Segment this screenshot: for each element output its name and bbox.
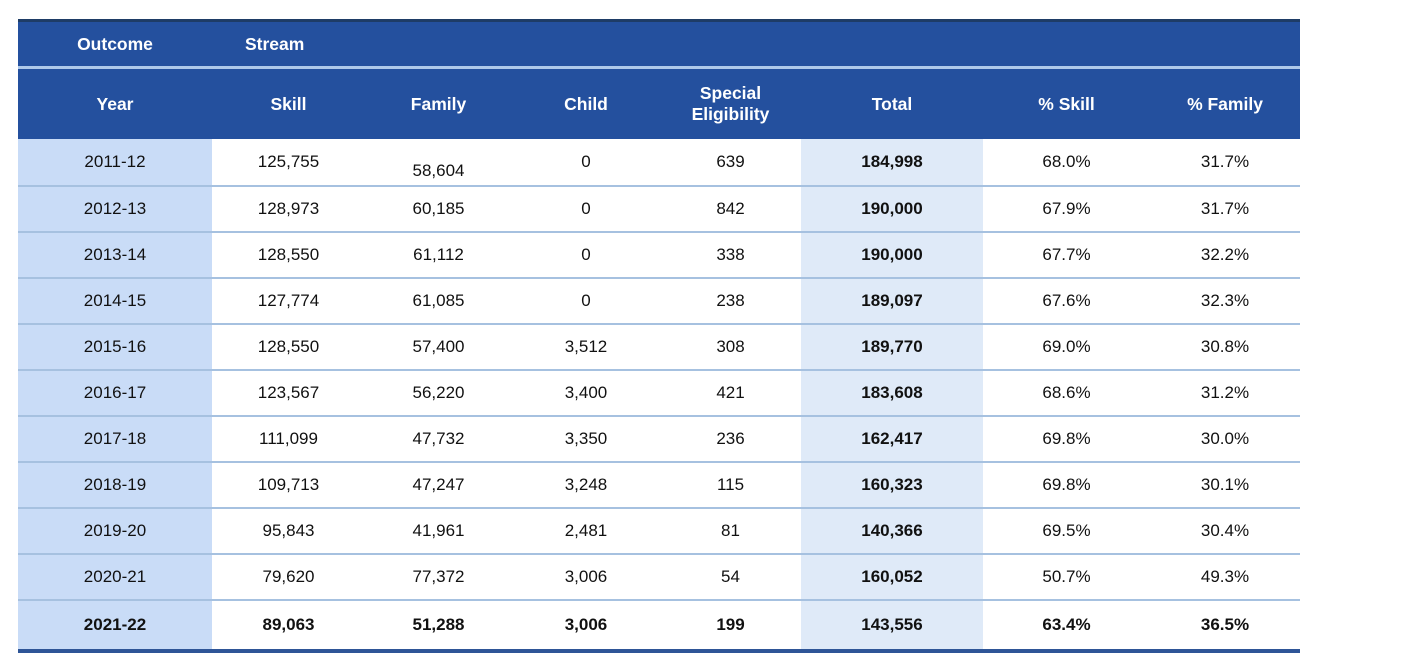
year-cell: 2011-12	[18, 139, 212, 185]
skill-cell: 111,099	[259, 429, 318, 448]
pct-family-cell: 30.4%	[1200, 521, 1250, 540]
table-row	[18, 507, 1300, 553]
skill-cell: 109,713	[257, 475, 320, 494]
total-cell: 190,000	[801, 233, 983, 277]
pct-family-cell: 31.7%	[1200, 152, 1250, 171]
pct-skill-cell: 67.7%	[1042, 245, 1091, 264]
special-cell: 81	[721, 521, 740, 540]
pct-family-cell: 30.0%	[1200, 429, 1250, 448]
pct-family-cell: 30.8%	[1200, 337, 1250, 356]
pct-skill-cell: 69.8%	[1042, 475, 1091, 494]
skill-cell: 128,550	[257, 245, 320, 264]
total-cell: 190,000	[801, 187, 983, 231]
year-cell: 2020-21	[18, 555, 212, 599]
total-cell: 160,052	[801, 555, 983, 599]
outcome-stream-table	[18, 19, 1300, 653]
skill-cell: 128,973	[257, 199, 320, 218]
special-cell: 54	[721, 567, 740, 586]
total-cell: 160,323	[801, 463, 983, 507]
year-cell: 2012-13	[18, 187, 212, 231]
total-cell: 140,366	[801, 509, 983, 553]
table-row	[18, 369, 1300, 415]
col-header-child: Child	[564, 93, 608, 114]
table-row	[18, 185, 1300, 231]
table-row	[18, 415, 1300, 461]
col-header-total: Total	[871, 93, 913, 114]
child-cell: 3,400	[564, 383, 608, 402]
child-cell: 0	[581, 199, 591, 218]
column-header-row	[18, 69, 1300, 139]
year-cell: 2021-22	[18, 601, 212, 649]
skill-cell: 125,755	[257, 152, 320, 171]
pct-skill-cell: 69.8%	[1042, 429, 1091, 448]
col-header-family: Family	[410, 93, 467, 114]
pct-family-cell: 49.3%	[1200, 567, 1250, 586]
total-cell: 143,556	[801, 601, 983, 649]
special-cell: 421	[716, 383, 745, 402]
pct-skill-cell: 69.5%	[1042, 521, 1091, 540]
table-row	[18, 139, 1300, 185]
skill-cell: 123,567	[257, 383, 320, 402]
skill-cell: 128,550	[257, 337, 320, 356]
special-cell: 115	[716, 475, 745, 494]
year-cell: 2018-19	[18, 463, 212, 507]
pct-family-cell: 31.7%	[1200, 199, 1250, 218]
child-cell: 0	[581, 152, 591, 171]
total-cell: 183,608	[801, 371, 983, 415]
child-cell: 3,248	[564, 475, 608, 494]
child-cell: 2,481	[564, 521, 608, 540]
pct-skill-cell: 67.6%	[1042, 291, 1091, 310]
child-cell: 3,350	[564, 429, 608, 448]
table-row	[18, 323, 1300, 369]
col-header-pct-skill: % Skill	[1038, 93, 1095, 114]
family-cell: 77,372	[412, 567, 465, 586]
pct-family-cell: 36.5%	[1200, 615, 1250, 634]
child-cell: 3,512	[564, 337, 608, 356]
pct-family-cell: 32.2%	[1200, 245, 1250, 264]
year-cell: 2017-18	[18, 417, 212, 461]
family-cell: 57,400	[412, 337, 465, 356]
col-header-special-eligibility: Special Eligibility	[691, 83, 770, 124]
total-cell: 189,770	[801, 325, 983, 369]
year-cell: 2014-15	[18, 279, 212, 323]
special-cell: 238	[716, 291, 745, 310]
child-cell: 0	[581, 291, 591, 310]
family-cell: 58,604	[412, 161, 465, 180]
header-group-row	[18, 22, 1300, 69]
year-cell: 2015-16	[18, 325, 212, 369]
special-cell: 338	[716, 245, 745, 264]
pct-family-cell: 31.2%	[1200, 383, 1250, 402]
table-row	[18, 231, 1300, 277]
total-cell: 189,097	[801, 279, 983, 323]
table-row	[18, 599, 1300, 649]
pct-skill-cell: 69.0%	[1042, 337, 1091, 356]
table-body	[18, 139, 1300, 653]
skill-cell: 79,620	[262, 567, 315, 586]
family-cell: 61,085	[412, 291, 465, 310]
stream-group-label: Stream	[245, 33, 305, 54]
table-row	[18, 277, 1300, 323]
table-header	[18, 19, 1300, 139]
pct-skill-cell: 63.4%	[1042, 615, 1091, 634]
col-header-skill: Skill	[270, 93, 307, 114]
special-cell: 199	[716, 615, 745, 634]
col-header-year: Year	[96, 93, 134, 114]
special-cell: 236	[716, 429, 745, 448]
year-cell: 2013-14	[18, 233, 212, 277]
special-cell: 639	[716, 152, 745, 171]
family-cell: 41,961	[412, 521, 465, 540]
outcome-group-label: Outcome	[77, 33, 153, 54]
table-row	[18, 461, 1300, 507]
family-cell: 47,732	[412, 429, 465, 448]
pct-skill-cell: 68.6%	[1042, 383, 1091, 402]
pct-skill-cell: 50.7%	[1042, 567, 1091, 586]
special-cell: 842	[716, 199, 745, 218]
year-cell: 2016-17	[18, 371, 212, 415]
family-cell: 61,112	[413, 245, 464, 264]
child-cell: 3,006	[564, 567, 608, 586]
skill-cell: 127,774	[257, 291, 320, 310]
table-row	[18, 553, 1300, 599]
skill-cell: 89,063	[262, 615, 315, 634]
total-cell: 184,998	[801, 139, 983, 185]
skill-cell: 95,843	[262, 521, 315, 540]
family-cell: 51,288	[412, 615, 465, 634]
pct-skill-cell: 67.9%	[1042, 199, 1091, 218]
family-cell: 47,247	[412, 475, 465, 494]
special-cell: 308	[716, 337, 745, 356]
pct-skill-cell: 68.0%	[1042, 152, 1091, 171]
child-cell: 3,006	[564, 615, 608, 634]
pct-family-cell: 32.3%	[1200, 291, 1250, 310]
child-cell: 0	[581, 245, 591, 264]
col-header-pct-family: % Family	[1187, 93, 1263, 114]
family-cell: 60,185	[412, 199, 465, 218]
family-cell: 56,220	[412, 383, 465, 402]
total-cell: 162,417	[801, 417, 983, 461]
pct-family-cell: 30.1%	[1200, 475, 1250, 494]
year-cell: 2019-20	[18, 509, 212, 553]
